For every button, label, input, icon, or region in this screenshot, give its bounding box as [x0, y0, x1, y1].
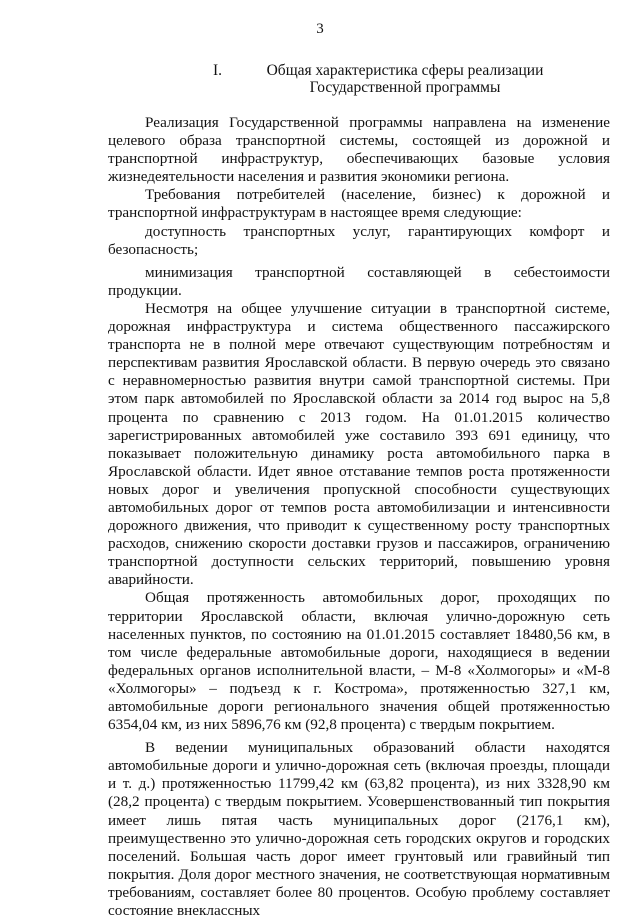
paragraph-current-situation: Несмотря на общее улучшение ситуации в транспортной системе, дорожная инфраструктура и система общественного пассажирского транспорта не в полной мере отвечают существующим потребностям и перспективам развития Ярославской области. В первую очередь это связано с неравномерностью развития внутри самой транспортной системы. При этом парк автомобилей по Ярославской области за 2014 год вырос на 5,8 процента по сравнению с 2013 годом. На 01.01.2015 количество зарегистрированных автомобилей уже составило 393 691 единицу, что показывает положительную динамику роста автомобильного парка в Ярославской области. Идет явное отставание темпов роста протяженности новых дорог и увеличения пропускной способности существующих автомобильных дорог от темпов роста автомобилизации и интенсивности дорожного движения, что приводит к существенному росту транспортных расходов, снижению скорости доставки грузов и пассажиров, ограничению транспортной доступности сельских территорий, повышению уровня аварийности.: [108, 299, 610, 589]
paragraph-road-length: Общая протяженность автомобильных дорог, проходящих по территории Ярославской области, включая улично-дорожную сеть населенных пунктов, по состоянию на 01.01.2015 составляет 18480,56 км, в том числе федеральные автомобильные дороги, находящиеся в ведении федеральных органов исполнительной власти, – М-8 «Холмогоры» и «М-8 «Холмогоры» – подъезд к г. Кострома», протяженностью 327,1 км, автомобильные дороги регионального значения общей протяженностью 6354,04 км, из них 5896,76 км (92,8 процента) с твердым покрытием.: [108, 589, 610, 734]
list-item-cost-minimization: минимизация транспортной составляющей в себестоимости продукции.: [108, 263, 610, 299]
paragraph-requirements: Требования потребителей (население, бизнес) к дорожной и транспортной инфраструктурам в настоящее время следующие:: [108, 186, 610, 222]
section-title-line-2: Государственной программы: [309, 79, 501, 96]
body-text: [108, 114, 610, 920]
section-title: [255, 62, 555, 96]
page-number: 3: [316, 21, 324, 37]
paragraph-municipal-roads: В ведении муниципальных образований области находятся автомобильные дороги и улично-дорожная сеть (включая проезды, площади и т. д.) протяженностью 11799,42 км (63,82 процента), из них 3328,90 км (28,2 процента) с твердым покрытием. Усовершенствованный тип покрытия имеет лишь пятая часть муниципальных дорог (2176,1 км), преимущественно это улично-дорожная сеть городских округов и городских поселений. Большая часть дорог имеет грунтовый или гравийный тип покрытия. Доля дорог местного значения, не соответствующая нормативным требованиям, составляет более 80 процентов. Особую проблему составляет состояние внеклассных: [108, 739, 610, 920]
list-item-accessibility: доступность транспортных услуг, гарантирующих комфорт и безопасность;: [108, 222, 610, 258]
section-number: I.: [213, 62, 223, 79]
paragraph-goal: Реализация Государственной программы направлена на изменение целевого образа транспортной системы, состоящей из дорожной и транспортной инфраструктур, обеспечивающих базовые условия жизнедеятельности населения и развития экономики региона.: [108, 114, 610, 186]
section-title-line-1: Общая характеристика сферы реализации: [266, 62, 544, 79]
